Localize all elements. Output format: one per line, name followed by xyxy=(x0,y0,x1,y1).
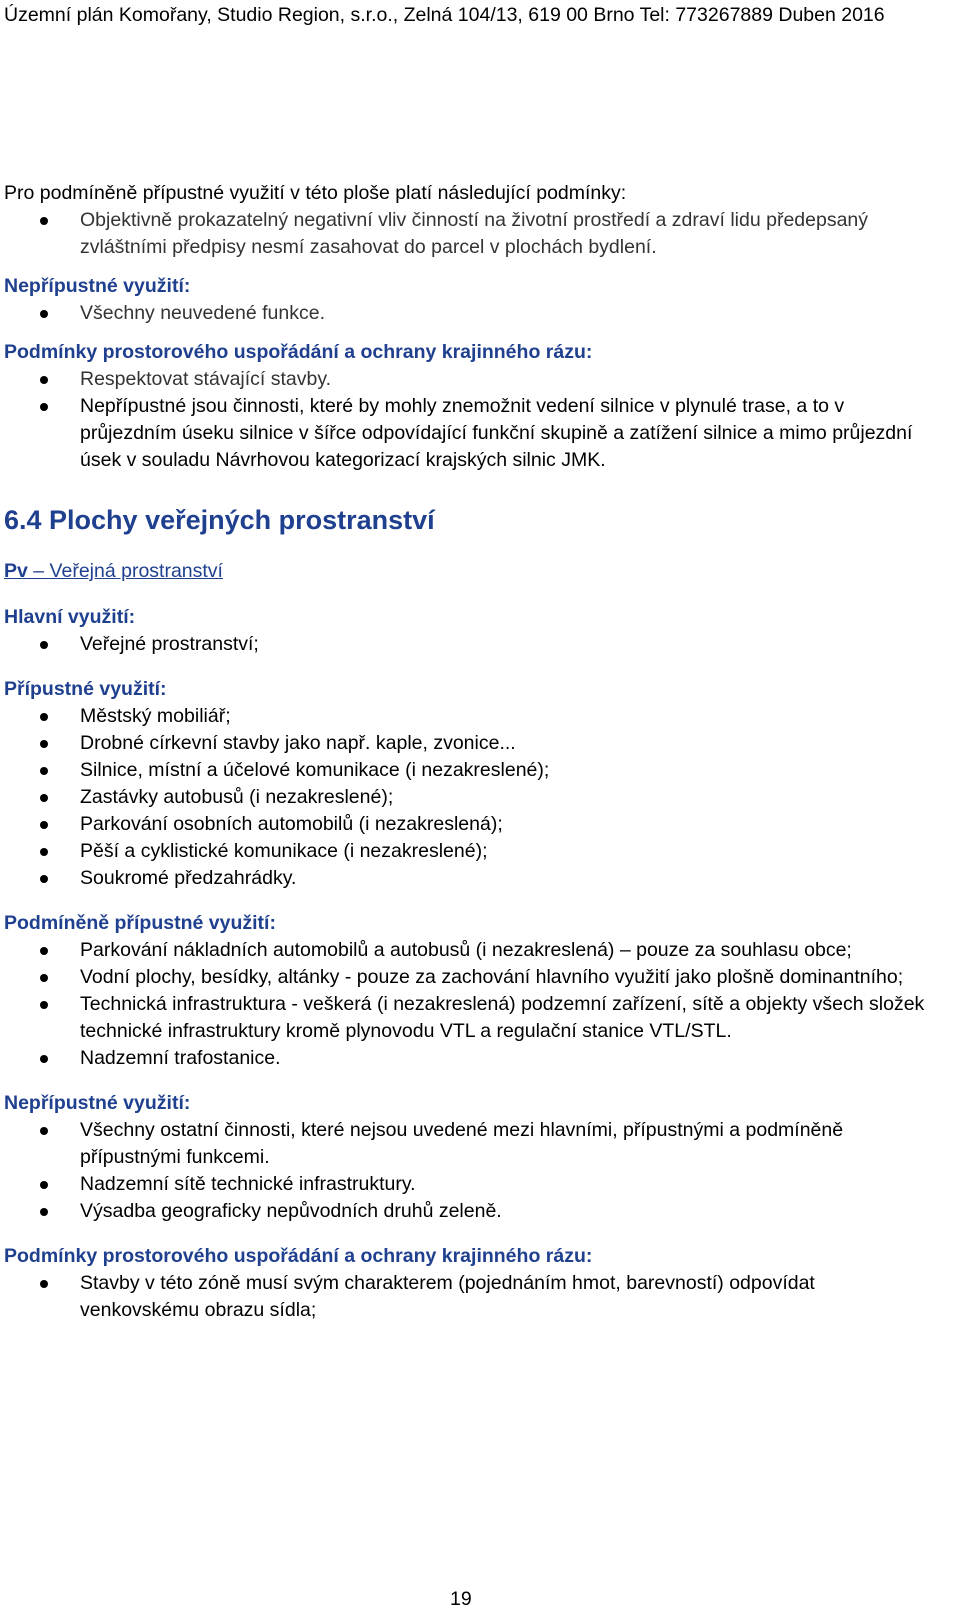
pripustne-list xyxy=(4,703,939,892)
heading-hlavni: Hlavní využití: xyxy=(4,606,136,628)
page-number: 19 xyxy=(450,1588,472,1610)
nepripustne-2-list xyxy=(4,1117,939,1225)
zone-code-line xyxy=(4,556,939,586)
list-item: Objektivně prokazatelný negativní vliv činností na životní prostředí a zdraví lidu předepsaný zvláštními předpisy nesmí zasahovat do parcel v plochách bydlení. xyxy=(4,207,939,261)
list-item: Parkování osobních automobilů (i nezakreslená); xyxy=(4,811,939,838)
heading-nepripustne: Nepřípustné využití: xyxy=(4,275,191,297)
bullet-icon xyxy=(40,947,48,955)
list-item: Technická infrastruktura - veškerá (i nezakreslená) podzemní zařízení, sítě a objekty všech složek technické infrastruktury kromě plynovodu VTL a regulační stanice VTL/STL. xyxy=(4,991,939,1045)
list-item: Parkování nákladních automobilů a autobusů (i nezakreslená) – pouze za souhlasu obce; xyxy=(4,937,939,964)
list-item: Všechny neuvedené funkce. xyxy=(4,300,939,327)
document-body xyxy=(4,180,939,1324)
bullet-icon xyxy=(40,713,48,721)
bullet-icon xyxy=(40,1127,48,1135)
bullet-icon xyxy=(40,376,48,384)
bullet-icon xyxy=(40,403,48,411)
bullet-icon xyxy=(40,875,48,883)
bullet-icon xyxy=(40,740,48,748)
heading-nepripustne-2: Nepřípustné využití: xyxy=(4,1092,191,1114)
list-item: Pěší a cyklistické komunikace (i nezakreslené); xyxy=(4,838,939,865)
list-item: Výsadba geograficky nepůvodních druhů zeleně. xyxy=(4,1198,939,1225)
podminky-2-list xyxy=(4,1270,939,1324)
list-item: Nepřípustné jsou činnosti, které by mohly znemožnit vedení silnice v plynulé trase, a to v průjezdním úseku silnice v šířce odpovídající funkční skupině a zatížení silnice a mimo průjezdní úsek v souladu Návrhovou kategorizací krajských silnic JMK. xyxy=(4,393,939,474)
bullet-icon xyxy=(40,767,48,775)
heading-podminky-2: Podmínky prostorového uspořádání a ochrany krajinného rázu: xyxy=(4,1245,593,1267)
bullet-icon xyxy=(40,641,48,649)
list-item: Nadzemní trafostanice. xyxy=(4,1045,939,1072)
zone-dash: – xyxy=(27,560,50,582)
bullet-icon xyxy=(40,1181,48,1189)
list-item: Drobné církevní stavby jako např. kaple, zvonice... xyxy=(4,730,939,757)
podminky-list xyxy=(4,366,939,474)
list-item: Vodní plochy, besídky, altánky - pouze za zachování hlavního využití jako plošně dominantního; xyxy=(4,964,939,991)
list-item: Silnice, místní a účelové komunikace (i nezakreslené); xyxy=(4,757,939,784)
page-header: Územní plán Komořany, Studio Region, s.r.o., Zelná 104/13, 619 00 Brno Tel: 773267889 Duben 2016 xyxy=(4,4,885,26)
bullet-icon xyxy=(40,974,48,982)
list-item: Všechny ostatní činnosti, které nejsou uvedené mezi hlavními, přípustnými a podmíněně přípustnými funkcemi. xyxy=(4,1117,939,1171)
bullet-icon xyxy=(40,794,48,802)
list-item: Soukromé předzahrádky. xyxy=(4,865,939,892)
intro-text: Pro podmíněně přípustné využití v této ploše platí následující podmínky: xyxy=(4,182,627,204)
bullet-icon xyxy=(40,1280,48,1288)
nepripustne-list xyxy=(4,300,939,327)
bullet-icon xyxy=(40,848,48,856)
list-item: Stavby v této zóně musí svým charakterem (pojednáním hmot, barevností) odpovídat venkovskému obrazu sídla; xyxy=(4,1270,939,1324)
list-item: Nadzemní sítě technické infrastruktury. xyxy=(4,1171,939,1198)
heading-pripustne: Přípustné využití: xyxy=(4,678,167,700)
bullet-icon xyxy=(40,1055,48,1063)
heading-podminky: Podmínky prostorového uspořádání a ochrany krajinného rázu: xyxy=(4,341,593,363)
intro-list xyxy=(4,207,939,261)
bullet-icon xyxy=(40,217,48,225)
hlavni-list xyxy=(4,631,939,658)
bullet-icon xyxy=(40,310,48,318)
list-item: Zastávky autobusů (i nezakreslené); xyxy=(4,784,939,811)
list-item: Respektovat stávající stavby. xyxy=(4,366,939,393)
list-item: Městský mobiliář; xyxy=(4,703,939,730)
heading-podminene: Podmíněně přípustné využití: xyxy=(4,912,276,934)
section-title: 6.4 Plochy veřejných prostranství xyxy=(4,505,435,535)
list-item: Veřejné prostranství; xyxy=(4,631,939,658)
zone-name: Veřejná prostranství xyxy=(49,560,223,582)
podminene-list xyxy=(4,937,939,1072)
bullet-icon xyxy=(40,821,48,829)
bullet-icon xyxy=(40,1001,48,1009)
zone-code: Pv xyxy=(4,560,28,582)
bullet-icon xyxy=(40,1208,48,1216)
